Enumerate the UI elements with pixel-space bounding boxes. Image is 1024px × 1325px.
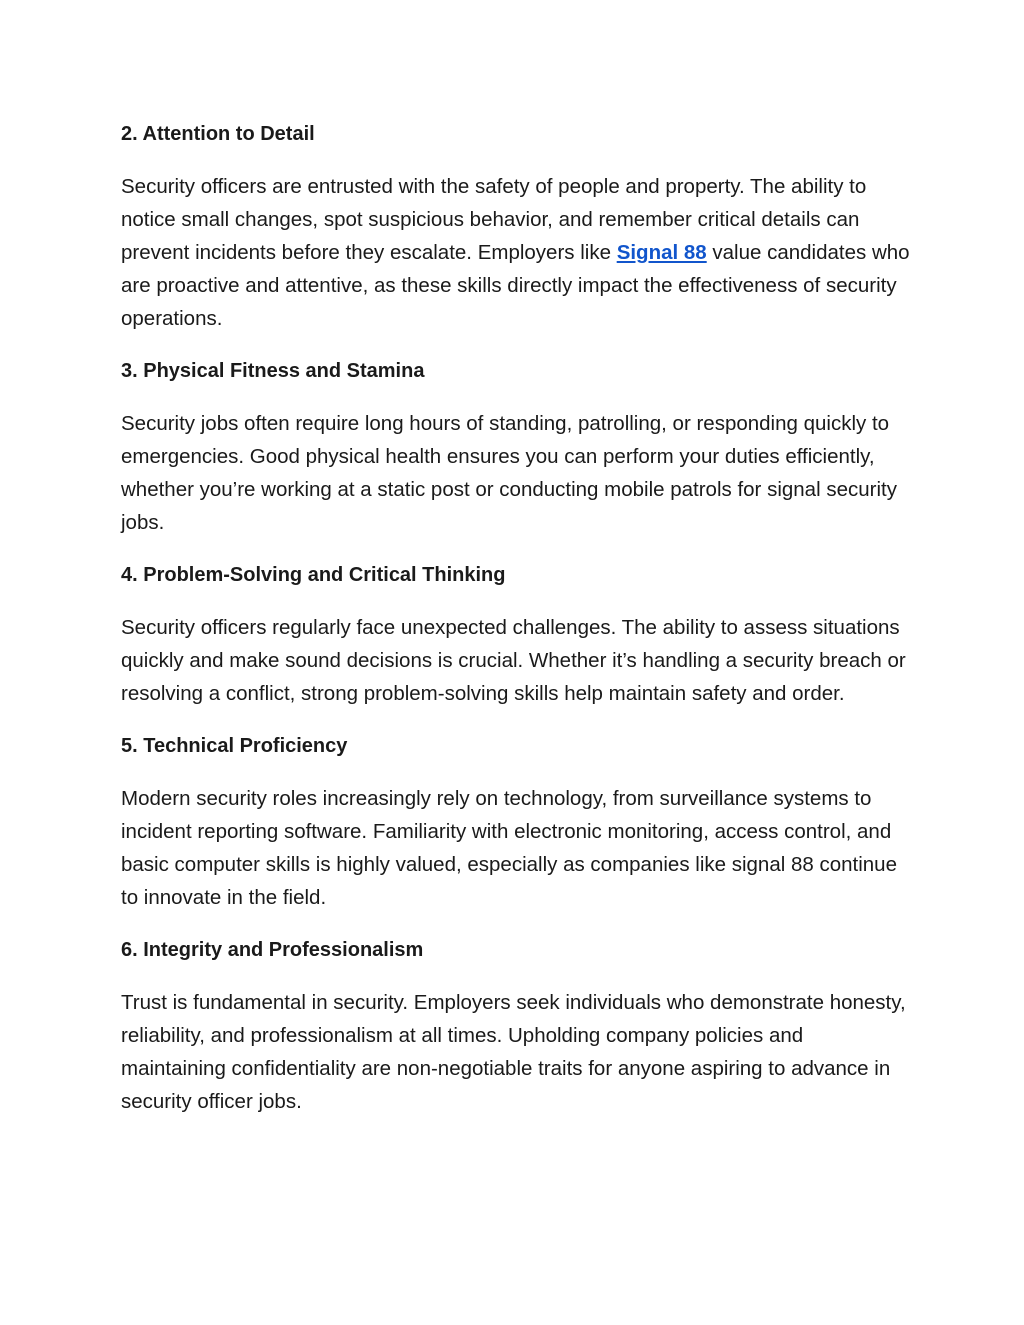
paragraph-physical-fitness: Security jobs often require long hours of standing, patrolling, or responding quickly to emergencies. Good physical health ensures you can perform your duties efficiently, whether you’re working at a static post or conducting mobile patrols for signal security jobs. bbox=[121, 412, 897, 534]
paragraph-text-after-link: value candidates who are proactive and attentive, as these skills directly impact the effectiveness of security operations. bbox=[121, 241, 910, 330]
document-page bbox=[121, 118, 911, 1138]
signal-88-link[interactable]: Signal 88 bbox=[616, 241, 707, 264]
paragraph-integrity: Trust is fundamental in security. Employers seek individuals who demonstrate honesty, reliability, and professionalism at all times. Upholding company policies and maintaining confidentiality are non-negotiable traits for anyone aspiring to advance in security officer jobs. bbox=[121, 991, 906, 1113]
heading-physical-fitness: 3. Physical Fitness and Stamina bbox=[121, 360, 425, 382]
heading-integrity: 6. Integrity and Professionalism bbox=[121, 939, 424, 961]
paragraph-attention-to-detail bbox=[121, 170, 911, 335]
heading-attention-to-detail: 2. Attention to Detail bbox=[121, 123, 315, 145]
heading-problem-solving: 4. Problem-Solving and Critical Thinking bbox=[121, 564, 506, 586]
paragraph-text-before-link: Security officers are entrusted with the safety of people and property. The ability to notice small changes, spot suspicious behavior, and remember critical details can prevent incidents before they escalate. Employers like bbox=[121, 175, 867, 264]
heading-technical-proficiency: 5. Technical Proficiency bbox=[121, 735, 348, 757]
paragraph-problem-solving: Security officers regularly face unexpected challenges. The ability to assess situations quickly and make sound decisions is crucial. Whether it’s handling a security breach or resolving a conflict, strong problem-solving skills help maintain safety and order. bbox=[121, 616, 906, 705]
paragraph-technical-proficiency: Modern security roles increasingly rely on technology, from surveillance systems to incident reporting software. Familiarity with electronic monitoring, access control, and basic computer skills is highly valued, especially as companies like signal 88 continue to innovate in the field. bbox=[121, 787, 897, 909]
